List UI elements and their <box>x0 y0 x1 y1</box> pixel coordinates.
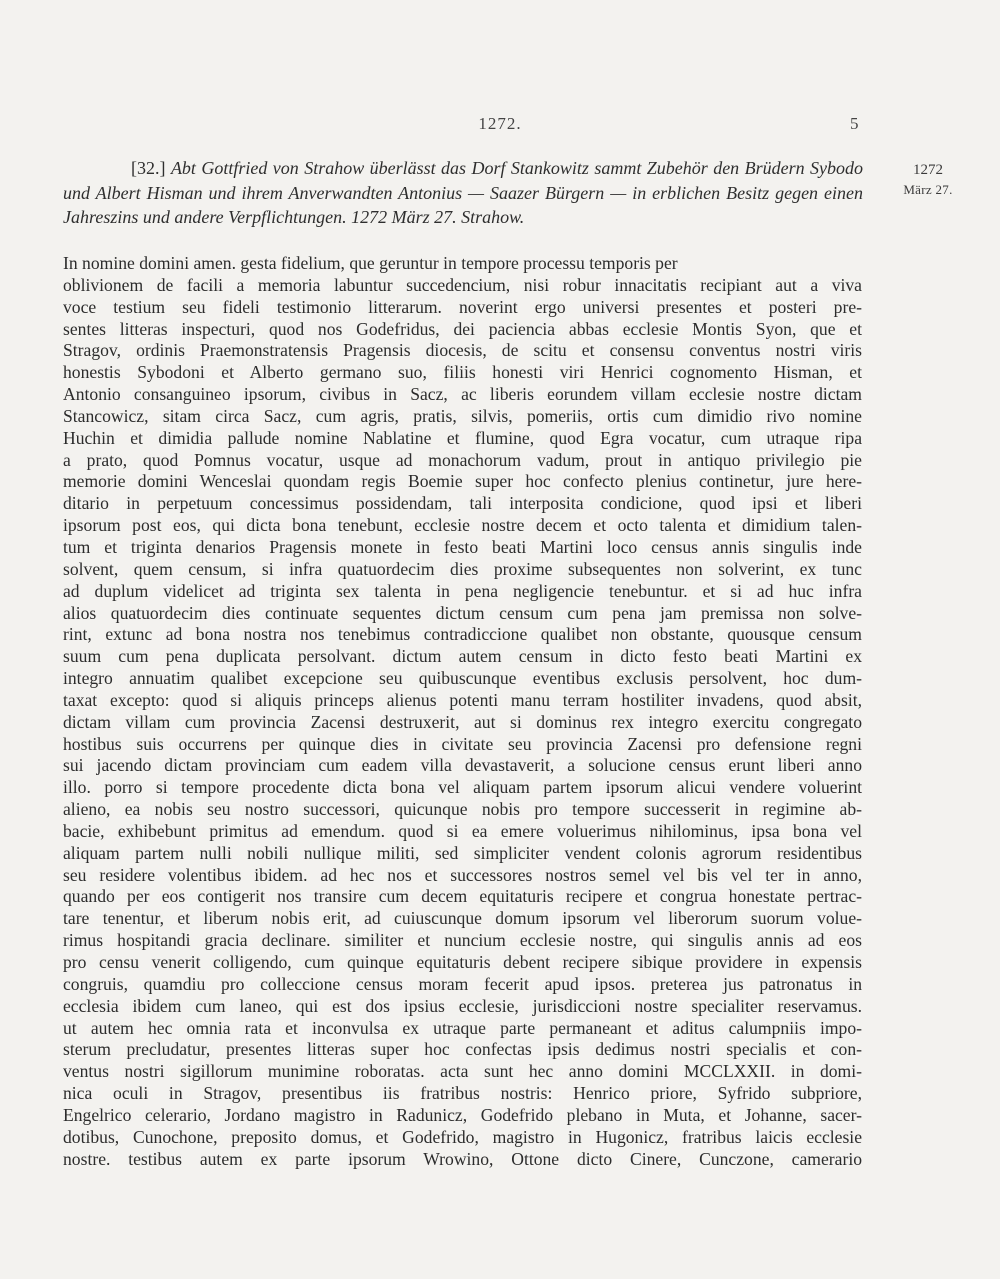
body-text-line: suum cum pena duplicata persolvant. dictum autem censum in dicto festo beati Martini ex <box>63 646 862 667</box>
body-text-line: sterum precludatur, presentes litteras super hoc confectas ipsis dedimus nostri specialis et con- <box>63 1039 862 1060</box>
body-text-line: alios quatuordecim dies continuate sequentes dictum censum cum pena jam premissa non solve- <box>63 602 862 623</box>
body-text-line: a prato, quod Pomnus vocatur, usque ad monachorum vadum, prout in antiquo privilegio pie <box>63 449 862 470</box>
body-text-line: congruis, quamdiu pro colleccione census moram fecerit apud ipsos. preterea jus patronatus in <box>63 973 862 994</box>
margin-date-note <box>873 160 983 200</box>
body-text-line: ut autem hec omnia rata et inconvulsa ex utraque parte permaneant et aditus calumpniis impo- <box>63 1017 862 1038</box>
body-text-line: Engelrico celerario, Jordano magistro in Radunicz, Godefrido plebano in Muta, et Johanne, sacer- <box>63 1104 862 1125</box>
body-text-line: Antonio consanguineo ipsorum, civibus in Sacz, ac liberis eorundem villam ecclesie nostre dictam <box>63 384 862 405</box>
body-text-line: bacie, exhibebunt primitus ad emendum. quod si ea emere voluerimus nihilominus, ipsa bona vel <box>63 820 862 841</box>
body-text-line: ventus nostri sigillorum munimine roboratas. acta sunt hec anno domini MCCLXXII. in domi- <box>63 1061 862 1082</box>
document-number: [32.] <box>131 158 166 178</box>
running-header-year: 1272. <box>478 114 522 133</box>
body-text-line: memorie domini Wenceslai quondam regis Boemie super hoc confecto plenius continetur, jure here- <box>63 471 862 492</box>
body-text-line: tum et triginta denarios Pragensis monete in festo beati Martini loco census annis singulis inde <box>63 536 862 557</box>
body-text-line: Stragov, ordinis Praemonstratensis Pragensis diocesis, de scitu et consensu conventus nostri viris <box>63 340 862 361</box>
regest-summary: Abt Gottfried von Strahow überlässt das Dorf Stankowitz sammt Zubehör den Brüdern Sybodo und Albert Hisman und ihrem Anverwandten Antonius — Saazer Bürgern — in erblichen Besitz gegen einen Jahreszins und andere Verpflichtungen. 1272 März 27. Strahow. <box>63 158 864 227</box>
body-text-line: pro censu venerit colligendo, cum quinque equitaturis debent recipere sibique providere in expensis <box>63 952 862 972</box>
body-text-line: solvent, quem censum, si infra quatuordecim dies proxime subsequentes non solverint, ex tunc <box>63 558 862 579</box>
body-text-line: honestis Sybodoni et Alberto germano suo, filiis honesti viri Henrici cognomento Hisman, et <box>63 362 862 383</box>
body-text-line: dotibus, Cunochone, preposito domus, et Godefrido, magistro in Hugonicz, fratribus laicis ecclesie <box>63 1126 862 1147</box>
body-text-line: Stancowicz, sitam circa Sacz, cum agris, pratis, silvis, pomeriis, ortis cum dimidio rivo nomine <box>63 405 862 426</box>
body-text-line: rimus hospitandi gracia declinare. similiter et nuncium ecclesie nostre, qui singulis annis ad eos <box>63 930 862 951</box>
page-number: 5 <box>850 114 859 133</box>
body-text-line: taxat excepto: quod si aliquis princeps alienus potenti manu terram hostiliter invadens, quod absit, <box>63 689 862 710</box>
body-text-line: sentes litteras inspecturi, quod nos Godefridus, dei paciencia abbas ecclesie Montis Syon, que et <box>63 318 862 339</box>
body-text-line: hostibus suis occurrens per quinque dies in civitate seu provincia Zacensi pro defensione regni <box>63 733 862 754</box>
body-text-line: sui jacendo dictam provinciam cum eadem villa devastaverit, a solucione census erunt liberi anno <box>63 755 862 776</box>
margin-date: März 27. <box>903 182 953 197</box>
body-text-line: ecclesia ibidem cum laneo, qui est dos ipsius ecclesie, jurisdiccioni nostre specialiter reservamus. <box>63 995 862 1016</box>
body-text-line: integro annuatim qualibet excepcione seu quibuscunque eventibus exclusis persolvent, hoc dum- <box>63 668 862 689</box>
body-text-line: rint, extunc ad bona nostra nos tenebimus contradiccione qualibet non obstante, quousque censum <box>63 624 862 645</box>
body-text-line: aliquam partem nulli nobili nullique militi, sed simpliciter vendent colonis agrorum residentibus <box>63 842 862 863</box>
body-text-line: Huchin et dimidia pallude nomine Nablatine et flumine, quod Egra vocatur, cum utraque ripa <box>63 427 862 448</box>
body-text-line: nica oculi in Stragov, presentibus iis fratribus nostris: Henrico priore, Syfrido subpriore, <box>63 1083 862 1104</box>
body-text-line: In nomine domini amen. gesta fidelium, que geruntur in tempore processu temporis per <box>63 253 678 273</box>
body-text-line: tare tenentur, et liberum nobis erit, ad cuiuscunque domum ipsorum vel liberorum suorum volue- <box>63 908 862 929</box>
body-text-line: ditario in perpetuum concessimus possidendam, tali interposita condicione, quod ipsi et liberi <box>63 493 862 514</box>
body-text-line: ipsorum post eos, qui dicta bona tenebunt, ecclesie nostre decem et octo talenta et dimidium talen- <box>63 515 862 536</box>
body-text-line: quando per eos contigerit nos transire cum decem equitaturis recipere et congrua honestate pertrac- <box>63 886 862 907</box>
body-text-line: illo. porro si tempore procedente dicta bona vel aliquam partem ipsorum alicui vendere voluerint <box>63 777 862 798</box>
charter-body-text <box>63 253 862 1170</box>
body-text-line: seu residere volentibus ibidem. ad hec nos et successores nostros semel vel bis vel ter in anno, <box>63 864 862 885</box>
margin-year: 1272 <box>913 162 943 178</box>
body-text-line: alieno, ea nobis seu nostro successori, quicunque nobis pro tempore successerit in regimine ab- <box>63 799 862 820</box>
body-text-line: oblivionem de facili a memoria labuntur succedencium, nisi robur innacitatis recipiant aut a viva <box>63 274 862 295</box>
document-regest <box>63 156 863 230</box>
body-text-line: voce testium seu fideli testimonio litterarum. noverint ergo universi presentes et posteri pre- <box>63 296 862 317</box>
body-text-line: ad duplum videlicet ad triginta sex talenta in pena negligencie tenebuntur. et si ad huc infra <box>63 580 862 601</box>
body-text-line: nostre. testibus autem ex parte ipsorum Wrowino, Ottone dicto Cinere, Cunczone, camerario <box>63 1148 862 1169</box>
body-text-line: dictam villam cum provincia Zacensi destruxerit, aut si dominus rex integro exercitu congregato <box>63 711 862 732</box>
